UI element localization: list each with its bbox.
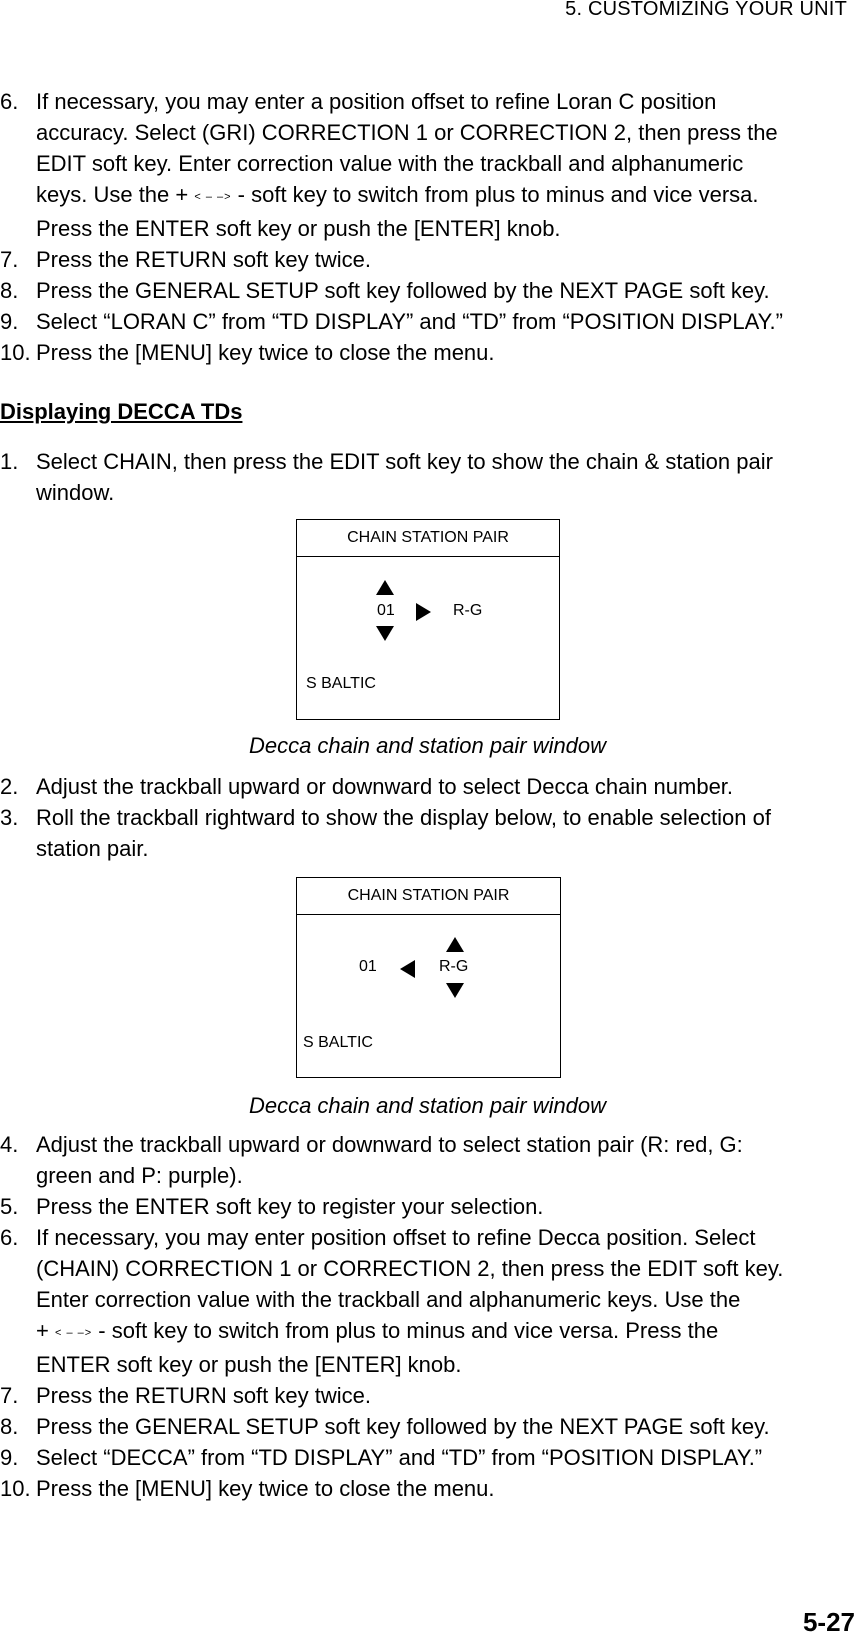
list-item <box>0 446 855 508</box>
step-number: 9. <box>0 309 19 334</box>
right-arrow-icon <box>416 603 431 621</box>
step-number: 7. <box>0 247 19 272</box>
window-title: CHAIN STATION PAIR <box>297 878 560 915</box>
list-item <box>0 771 855 802</box>
figure-caption: Decca chain and station pair window <box>248 733 607 758</box>
list-item <box>0 802 855 864</box>
up-arrow-icon <box>446 937 464 952</box>
step-text: keys. Use the + < – –> - soft key to switch from plus to minus and vice versa. <box>36 182 759 207</box>
list-item <box>0 1129 855 1191</box>
running-header: 5. CUSTOMIZING YOUR UNIT <box>565 0 847 20</box>
step-number: 7. <box>0 1383 19 1408</box>
left-arrow-icon <box>400 960 415 978</box>
plus-minus-arrows: < – –> <box>54 1327 93 1339</box>
decca-steps-4-10 <box>0 1129 855 1504</box>
list-item <box>0 1191 855 1222</box>
step-number: 6. <box>0 89 19 114</box>
step-text: If necessary, you may enter position offset to refine Decca position. Select <box>36 1225 756 1250</box>
step-number: 9. <box>0 1445 19 1470</box>
step-text: Press the ENTER soft key or push the [ENTER] knob. <box>36 216 561 241</box>
step-text: Press the [MENU] key twice to close the menu. <box>36 340 495 365</box>
step-text: station pair. <box>36 836 149 861</box>
step-number: 2. <box>0 774 19 799</box>
step-number: 8. <box>0 278 19 303</box>
step-number: 5. <box>0 1194 19 1219</box>
step-number: 8. <box>0 1414 19 1439</box>
chain-name: S BALTIC <box>306 675 376 692</box>
chain-station-pair-window <box>296 519 560 720</box>
step-text: Press the GENERAL SETUP soft key followed by the NEXT PAGE soft key. <box>36 1414 770 1439</box>
step-number: 3. <box>0 805 19 830</box>
step-text: Press the GENERAL SETUP soft key followed by the NEXT PAGE soft key. <box>36 278 770 303</box>
step-text: Adjust the trackball upward or downward to select Decca chain number. <box>36 774 734 799</box>
down-arrow-icon <box>376 626 394 641</box>
chain-station-pair-window <box>296 877 561 1078</box>
list-item <box>0 1380 855 1411</box>
step-number: 10. <box>0 340 31 365</box>
list-item <box>0 1222 855 1380</box>
chain-name: S BALTIC <box>303 1034 373 1051</box>
step-text: Select “DECCA” from “TD DISPLAY” and “TD” from “POSITION DISPLAY.” <box>36 1445 763 1470</box>
step-text: Select “LORAN C” from “TD DISPLAY” and “TD” from “POSITION DISPLAY.” <box>36 309 783 334</box>
chain-number: 01 <box>359 958 377 975</box>
step-text: green and P: purple). <box>36 1163 243 1188</box>
step-text: Enter correction value with the trackball and alphanumeric keys. Use the <box>36 1287 741 1312</box>
list-item <box>0 1442 855 1473</box>
step-text: Press the RETURN soft key twice. <box>36 247 371 272</box>
step-text: EDIT soft key. Enter correction value with the trackball and alphanumeric <box>36 151 744 176</box>
step-text: If necessary, you may enter a position offset to refine Loran C position <box>36 89 717 114</box>
window-title: CHAIN STATION PAIR <box>297 520 559 557</box>
list-item <box>0 275 855 306</box>
step-text: window. <box>36 480 115 505</box>
step-text: Roll the trackball rightward to show the display below, to enable selection of <box>36 805 771 830</box>
step-text: + < – –> - soft key to switch from plus to minus and vice versa. Press the <box>36 1318 719 1343</box>
step-number: 10. <box>0 1476 31 1501</box>
step-text: Adjust the trackball upward or downward to select station pair (R: red, G: <box>36 1132 743 1157</box>
list-item <box>0 1473 855 1504</box>
section-title: Displaying DECCA TDs <box>0 399 243 424</box>
down-arrow-icon <box>446 983 464 998</box>
list-item <box>0 86 855 244</box>
figure-caption: Decca chain and station pair window <box>248 1093 607 1118</box>
step-text: accuracy. Select (GRI) CORRECTION 1 or CORRECTION 2, then press the <box>36 120 778 145</box>
plus-minus-arrows: < – –> <box>194 191 232 203</box>
station-pair: R-G <box>453 602 483 619</box>
list-item <box>0 306 855 337</box>
page-number: 5-27 <box>802 1607 855 1637</box>
list-item <box>0 244 855 275</box>
step-text: ENTER soft key or push the [ENTER] knob. <box>36 1352 462 1377</box>
step-text: Press the [MENU] key twice to close the menu. <box>36 1476 495 1501</box>
step-text: Press the ENTER soft key to register your selection. <box>36 1194 544 1219</box>
decca-step-1 <box>0 446 855 508</box>
step-text: (CHAIN) CORRECTION 1 or CORRECTION 2, then press the EDIT soft key. <box>36 1256 784 1281</box>
step-text: Select CHAIN, then press the EDIT soft key to show the chain & station pair <box>36 449 773 474</box>
list-item <box>0 337 855 368</box>
up-arrow-icon <box>376 580 394 595</box>
step-number: 4. <box>0 1132 19 1157</box>
chain-number: 01 <box>377 602 395 619</box>
step-number: 1. <box>0 449 19 474</box>
decca-steps-2-3 <box>0 771 855 864</box>
loran-steps <box>0 86 855 368</box>
step-text: Press the RETURN soft key twice. <box>36 1383 371 1408</box>
list-item <box>0 1411 855 1442</box>
step-number: 6. <box>0 1225 19 1250</box>
station-pair: R-G <box>439 958 469 975</box>
